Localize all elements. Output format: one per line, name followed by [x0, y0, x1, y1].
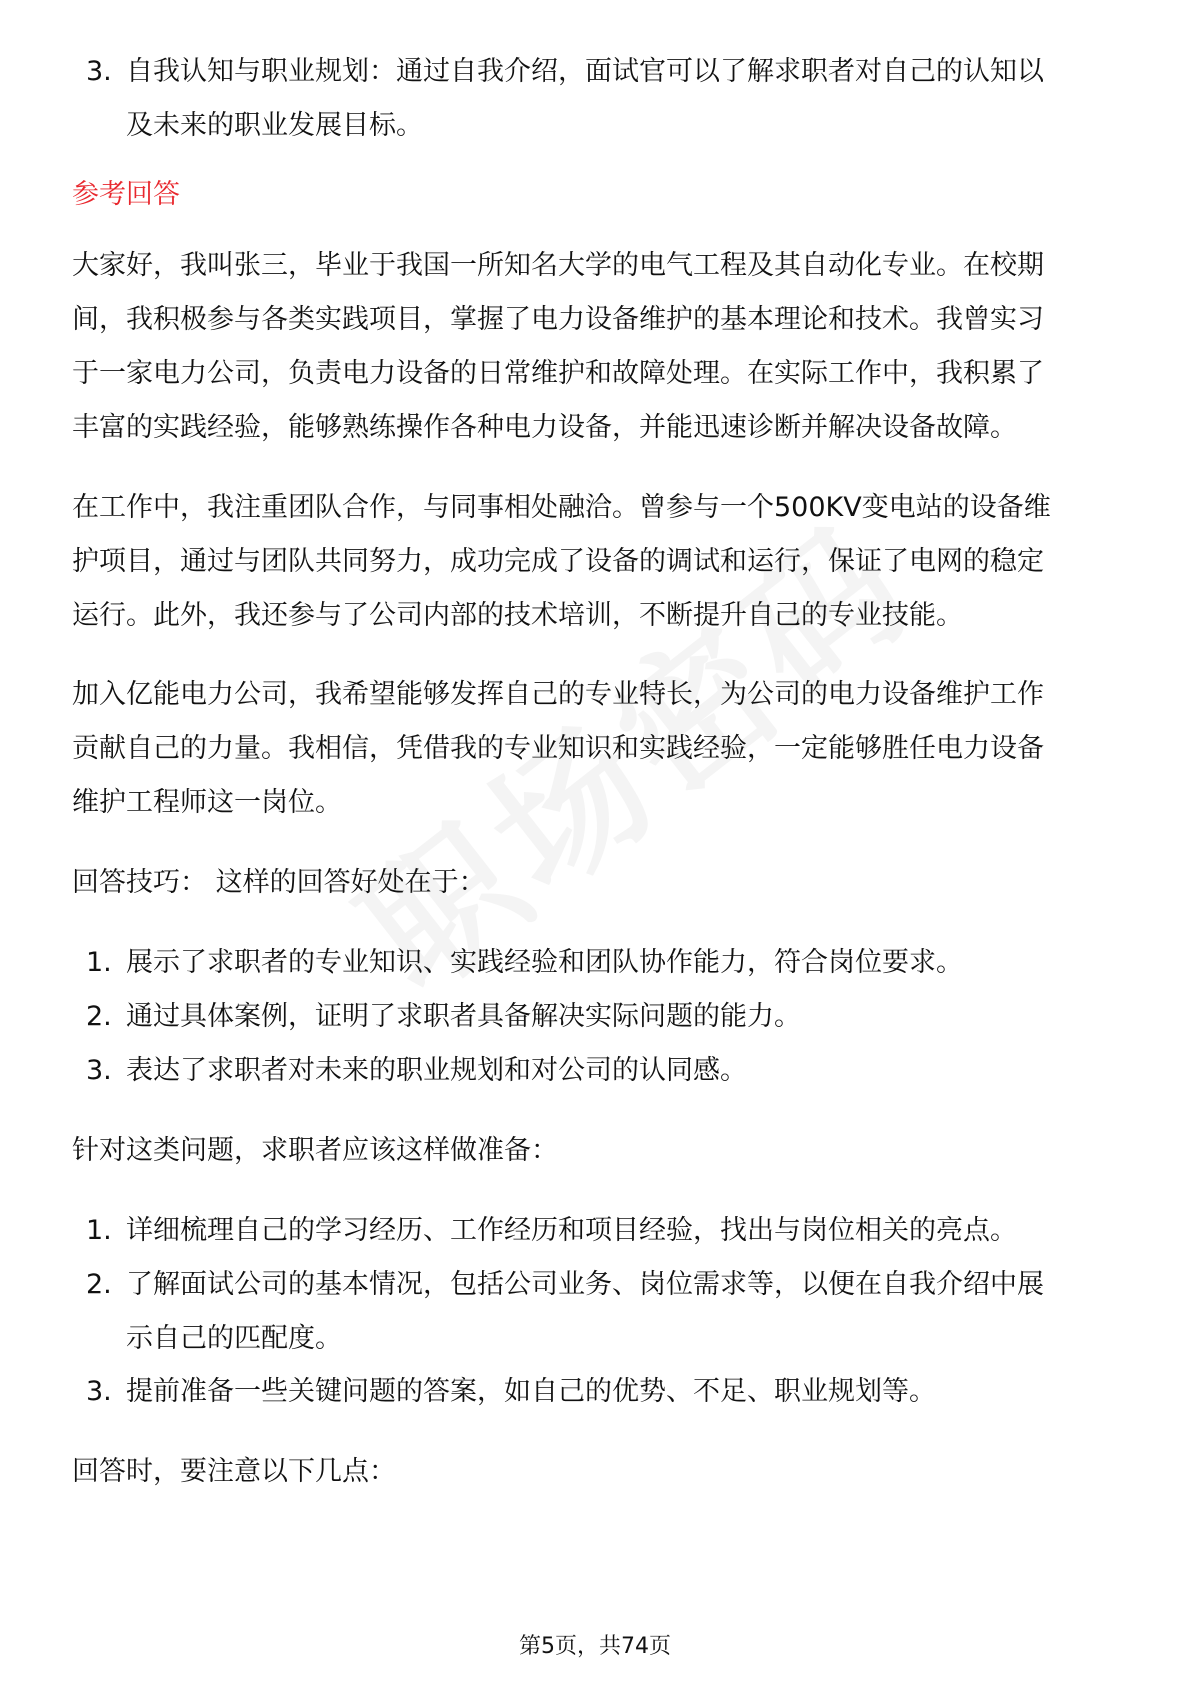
prep-item-number: 2. [86, 1269, 112, 1300]
page-footer: 第5页，共74页 [519, 1634, 671, 1659]
answer-paragraph-1-line: 大家好，我叫张三，毕业于我国一所知名大学的电气工程及其自动化专业。在校期 [72, 250, 1044, 281]
tips-item-number: 1. [86, 947, 112, 978]
prep-item-number: 1. [86, 1215, 112, 1246]
tips-item-number: 2. [86, 1001, 112, 1032]
notes-heading: 回答时，要注意以下几点： [72, 1456, 396, 1487]
answer-paragraph-1-line: 于一家电力公司，负责电力设备的日常维护和故障处理。在实际工作中，我积累了 [72, 358, 1044, 389]
prep-heading: 针对这类问题，求职者应该这样做准备： [72, 1135, 558, 1166]
answer-paragraph-2-line: 在工作中，我注重团队合作，与同事相处融洽。曾参与一个500KV变电站的设备维 [72, 492, 1051, 523]
answer-paragraph-3-line: 维护工程师这一岗位。 [72, 787, 342, 818]
tips-item-text: 展示了求职者的专业知识、实践经验和团队协作能力，符合岗位要求。 [126, 947, 963, 978]
prep-item-text: 提前准备一些关键问题的答案，如自己的优势、不足、职业规划等。 [126, 1376, 936, 1407]
answer-paragraph-1-line: 间，我积极参与各类实践项目，掌握了电力设备维护的基本理论和技术。我曾实习 [72, 304, 1044, 335]
answer-paragraph-3-line: 加入亿能电力公司，我希望能够发挥自己的专业特长，为公司的电力设备维护工作 [72, 679, 1044, 710]
section-heading: 参考回答 [72, 179, 180, 210]
answer-paragraph-2-line: 运行。此外，我还参与了公司内部的技术培训，不断提升自己的专业技能。 [72, 600, 963, 631]
answer-paragraph-2-line: 护项目，通过与团队共同努力，成功完成了设备的调试和运行，保证了电网的稳定 [72, 546, 1044, 577]
prep-item-text-continued: 示自己的匹配度。 [126, 1323, 342, 1354]
prep-item-number: 3. [86, 1376, 112, 1407]
answer-paragraph-1-line: 丰富的实践经验，能够熟练操作各种电力设备，并能迅速诊断并解决设备故障。 [72, 412, 1017, 443]
tips-item-text: 通过具体案例，证明了求职者具备解决实际问题的能力。 [126, 1001, 801, 1032]
prep-item-text: 详细梳理自己的学习经历、工作经历和项目经验，找出与岗位相关的亮点。 [126, 1215, 1017, 1246]
tips-item-text: 表达了求职者对未来的职业规划和对公司的认同感。 [126, 1055, 747, 1086]
list-number: 3. [86, 56, 112, 87]
answer-paragraph-3-line: 贡献自己的力量。我相信，凭借我的专业知识和实践经验，一定能够胜任电力设备 [72, 733, 1044, 764]
list-item-text: 自我认知与职业规划：通过自我介绍，面试官可以了解求职者对自己的认知以 [126, 56, 1044, 87]
list-item-text-continued: 及未来的职业发展目标。 [126, 110, 423, 141]
tips-heading: 回答技巧： 这样的回答好处在于： [72, 867, 486, 898]
tips-item-number: 3. [86, 1055, 112, 1086]
prep-item-text: 了解面试公司的基本情况，包括公司业务、岗位需求等，以便在自我介绍中展 [126, 1269, 1044, 1300]
